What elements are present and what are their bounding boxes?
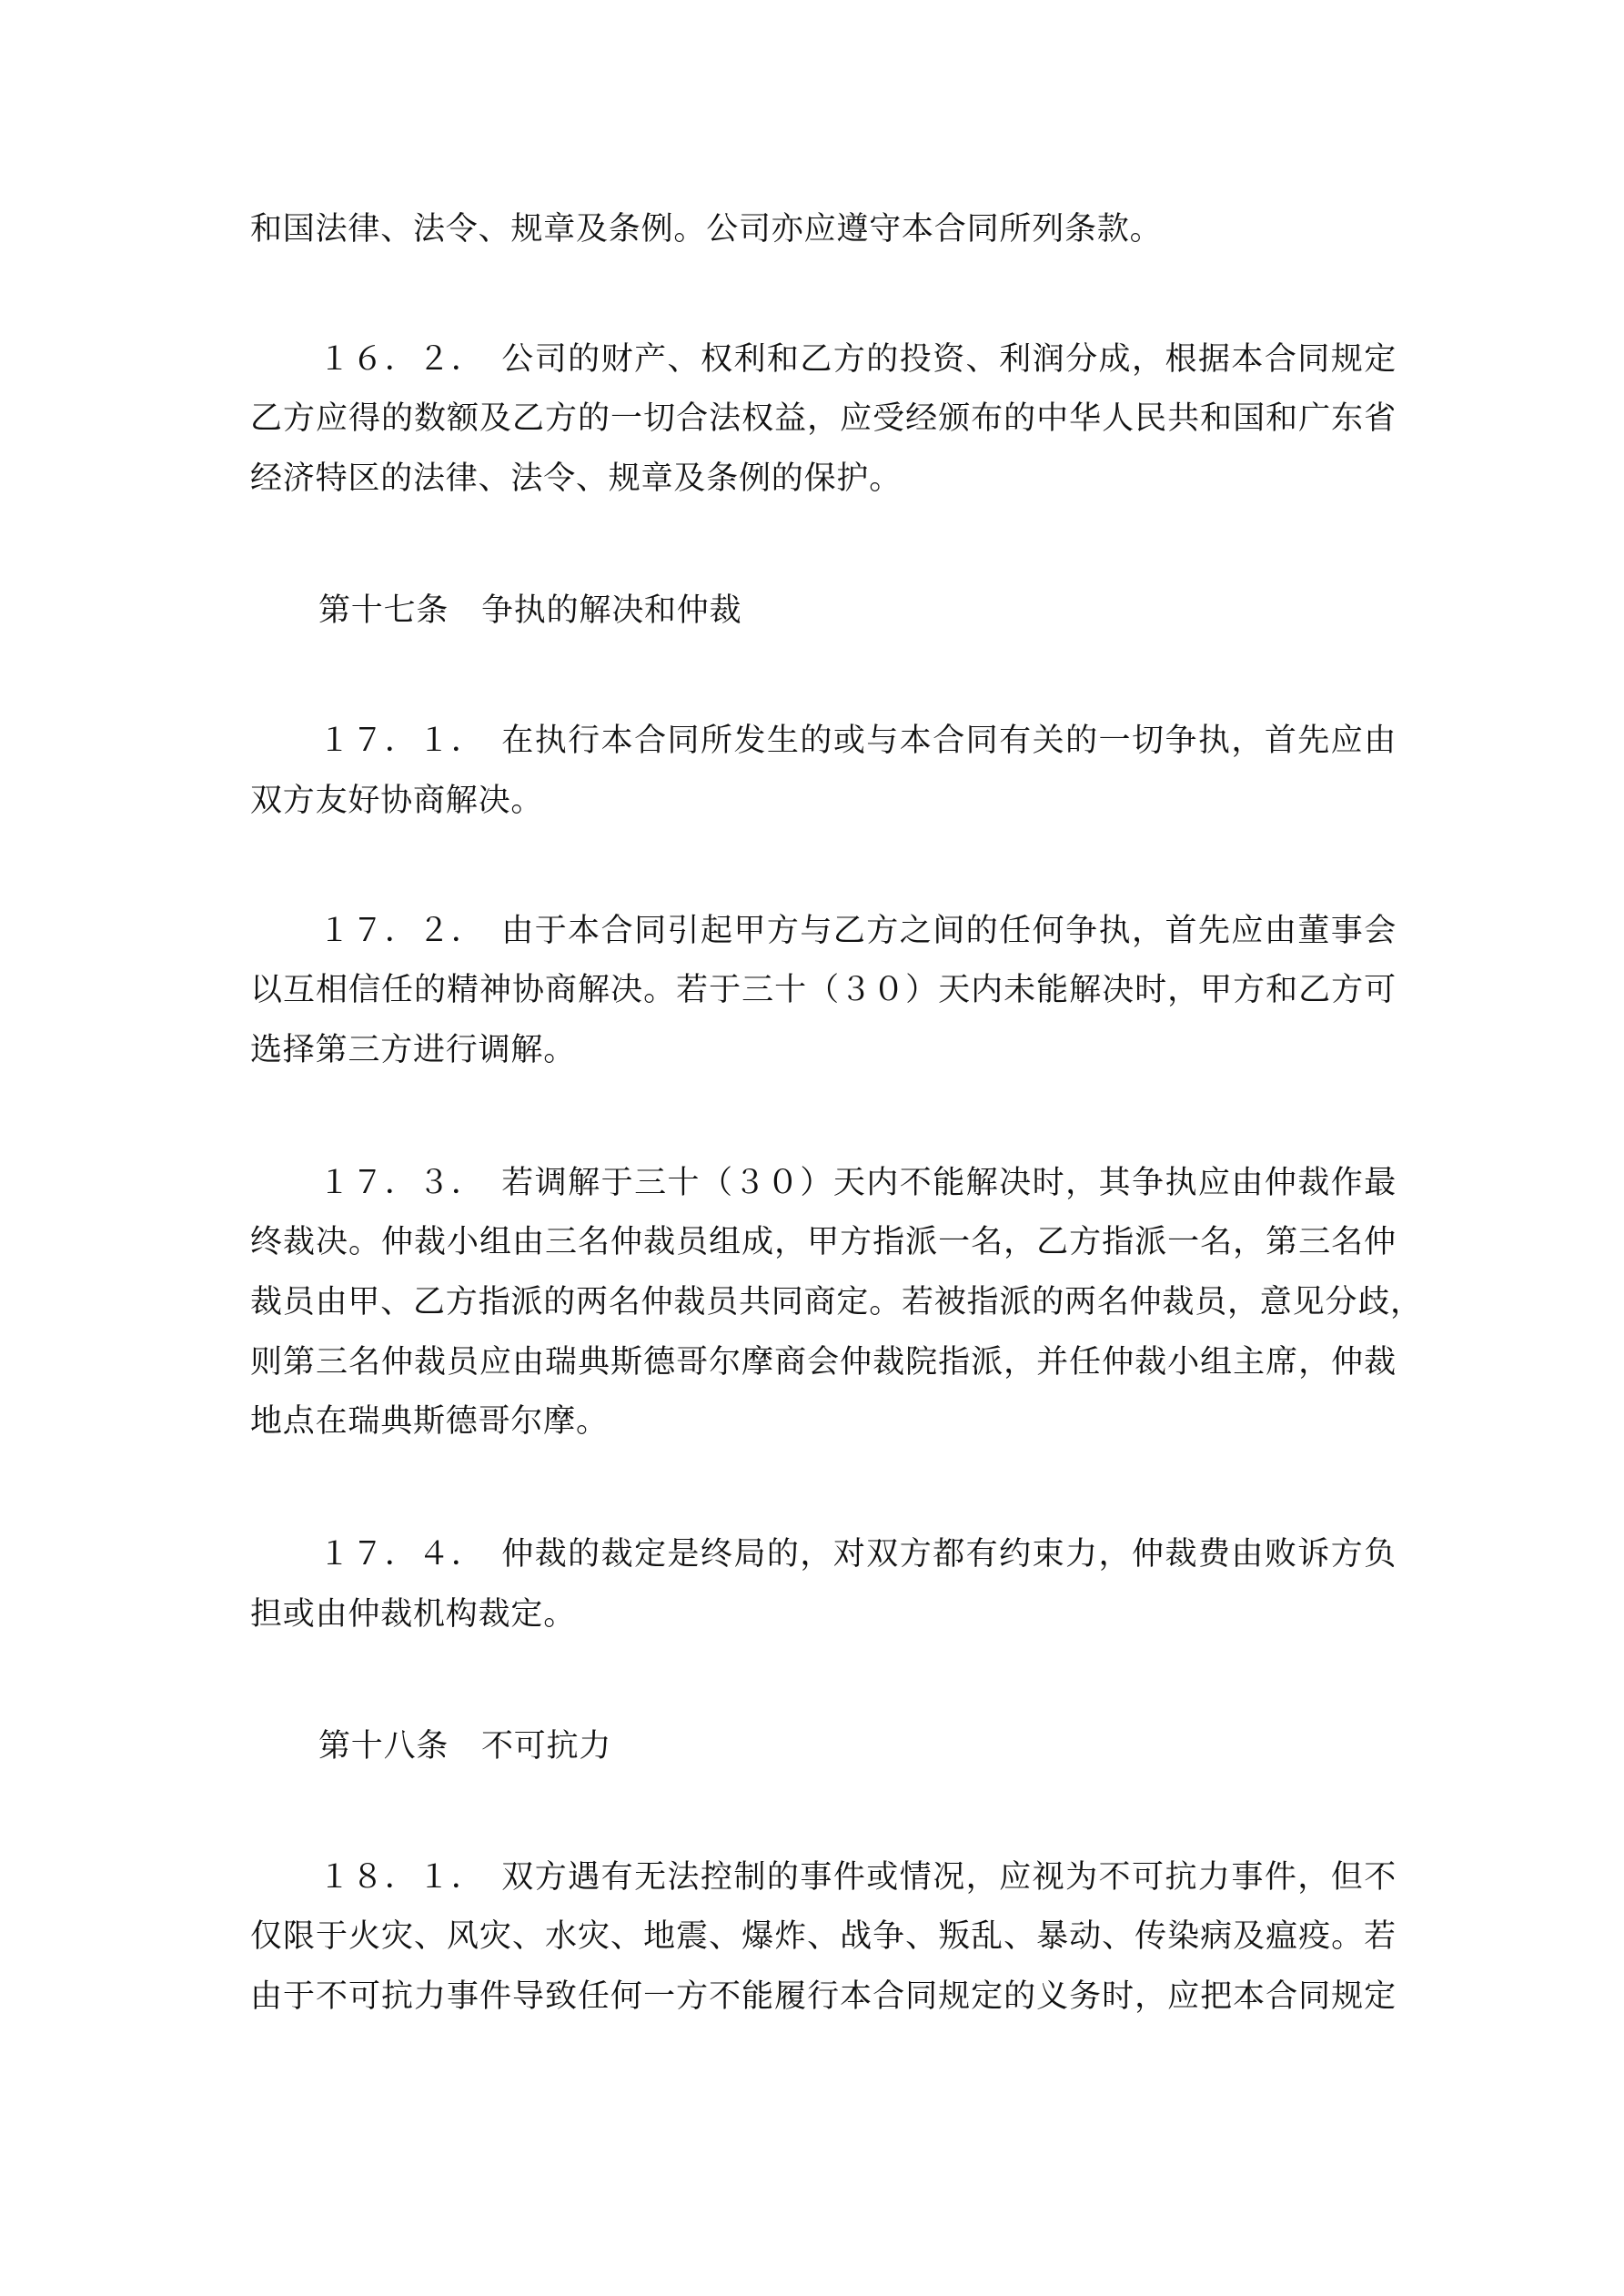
- paragraph-17-3-line-2: 终裁决。仲裁小组由三名仲裁员组成，甲方指派一名，乙方指派一名，第三名仲: [250, 1224, 1397, 1260]
- paragraph-17-2-line-1: １７．２． 由于本合同引起甲方与乙方之间的任何争执，首先应由董事会: [318, 913, 1397, 949]
- paragraph-17-2-line-3: 选择第三方进行调解。: [250, 1032, 577, 1068]
- paragraph-18-1-line-2: 仅限于火灾、风灾、水灾、地震、爆炸、战争、叛乱、暴动、传染病及瘟疫。若: [250, 1918, 1397, 1955]
- paragraph-17-4-line-1: １７．４． 仲裁的裁定是终局的，对双方都有约束力，仲裁费由败诉方负: [318, 1536, 1397, 1573]
- paragraph-17-4-line-2: 担或由仲裁机构裁定。: [250, 1596, 577, 1633]
- paragraph-17-3-line-1: １７．３． 若调解于三十（３０）天内不能解决时，其争执应由仲裁作最: [318, 1165, 1397, 1201]
- paragraph-17-1-line-1: １７．１． 在执行本合同所发生的或与本合同有关的一切争执，首先应由: [318, 723, 1397, 759]
- article-17-heading: 第十七条 争执的解决和仲裁: [318, 592, 742, 629]
- paragraph-16-2-line-2: 乙方应得的数额及乙方的一切合法权益，应受经颁布的中华人民共和国和广东省: [250, 400, 1397, 437]
- article-18-heading: 第十八条 不可抗力: [318, 1728, 612, 1765]
- paragraph-17-3-line-5: 地点在瑞典斯德哥尔摩。: [250, 1403, 609, 1440]
- paragraph-16-2-line-1: １６．２． 公司的财产、权利和乙方的投资、利润分成，根据本合同规定: [318, 341, 1397, 378]
- paragraph-17-3-line-3: 裁员由甲、乙方指派的两名仲裁员共同商定。若被指派的两名仲裁员，意见分歧，: [250, 1284, 1423, 1320]
- paragraph-16-2-line-3: 经济特区的法律、法令、规章及条例的保护。: [250, 460, 903, 497]
- paragraph-17-3-line-4: 则第三名仲裁员应由瑞典斯德哥尔摩商会仲裁院指派，并任仲裁小组主席，仲裁: [250, 1344, 1397, 1381]
- paragraph-17-1-line-2: 双方友好协商解决。: [250, 783, 544, 819]
- paragraph-18-1-line-3: 由于不可抗力事件导致任何一方不能履行本合同规定的义务时，应把本合同规定: [250, 1978, 1397, 2015]
- paragraph-18-1-line-1: １８．１． 双方遇有无法控制的事件或情况，应视为不可抗力事件，但不: [318, 1859, 1397, 1896]
- paragraph-17-2-line-2: 以互相信任的精神协商解决。若于三十（３０）天内未能解决时，甲方和乙方可: [250, 972, 1397, 1008]
- paragraph-16-1-line-1: 和国法律、法令、规章及条例。公司亦应遵守本合同所列条款。: [250, 211, 1163, 248]
